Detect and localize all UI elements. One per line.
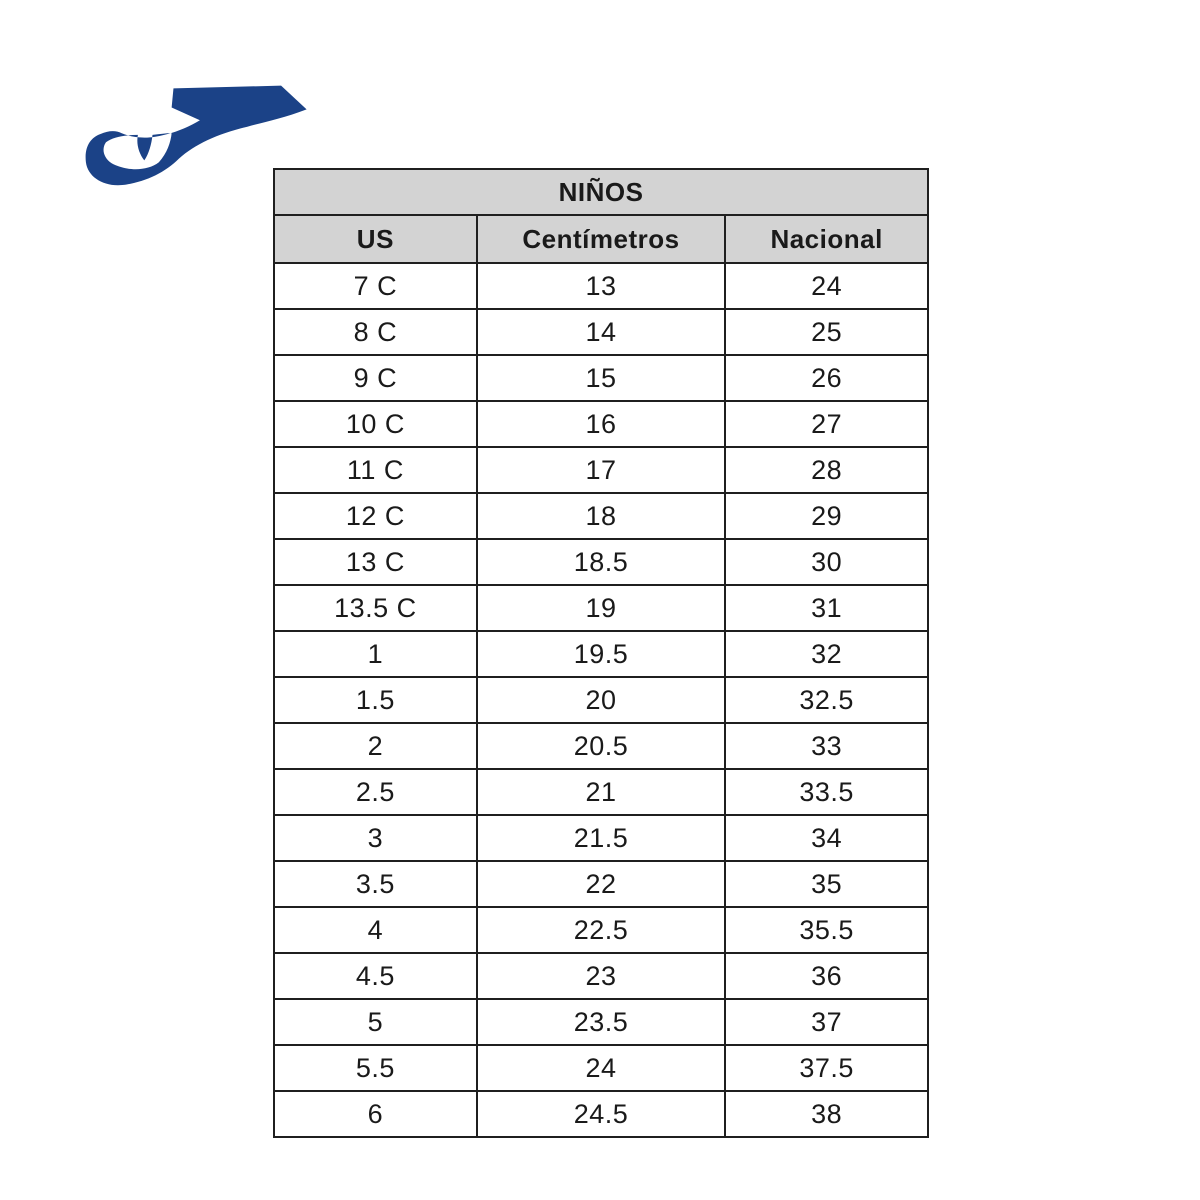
table-cell: 27 <box>725 401 928 447</box>
table-row <box>274 723 928 769</box>
table-cell: 36 <box>725 953 928 999</box>
table-cell: 33 <box>725 723 928 769</box>
table-cell: 8 C <box>274 309 477 355</box>
table-row <box>274 539 928 585</box>
table-cell: 9 C <box>274 355 477 401</box>
table-cell: 20.5 <box>477 723 726 769</box>
table-cell: 26 <box>725 355 928 401</box>
table-cell: 13 <box>477 263 726 309</box>
table-cell: 1 <box>274 631 477 677</box>
table-row <box>274 815 928 861</box>
table-cell: 5.5 <box>274 1045 477 1091</box>
size-chart <box>273 168 929 1138</box>
table-cell: 17 <box>477 447 726 493</box>
table-cell: 23.5 <box>477 999 726 1045</box>
table-cell: 19.5 <box>477 631 726 677</box>
table-cell: 37 <box>725 999 928 1045</box>
table-cell: 18 <box>477 493 726 539</box>
table-cell: 35.5 <box>725 907 928 953</box>
size-table-body <box>274 263 928 1137</box>
table-cell: 28 <box>725 447 928 493</box>
table-row <box>274 999 928 1045</box>
table-cell: 10 C <box>274 401 477 447</box>
table-cell: 22 <box>477 861 726 907</box>
table-cell: 31 <box>725 585 928 631</box>
table-row <box>274 355 928 401</box>
table-cell: 24.5 <box>477 1091 726 1137</box>
table-cell: 18.5 <box>477 539 726 585</box>
table-row <box>274 493 928 539</box>
table-cell: 37.5 <box>725 1045 928 1091</box>
table-cell: 22.5 <box>477 907 726 953</box>
table-row <box>274 631 928 677</box>
table-cell: 6 <box>274 1091 477 1137</box>
table-row <box>274 309 928 355</box>
table-cell: 34 <box>725 815 928 861</box>
table-row <box>274 263 928 309</box>
table-cell: 21 <box>477 769 726 815</box>
table-cell: 21.5 <box>477 815 726 861</box>
table-cell: 19 <box>477 585 726 631</box>
table-row <box>274 907 928 953</box>
table-cell: 25 <box>725 309 928 355</box>
table-cell: 24 <box>725 263 928 309</box>
table-cell: 33.5 <box>725 769 928 815</box>
table-cell: 24 <box>477 1045 726 1091</box>
table-cell: 13.5 C <box>274 585 477 631</box>
table-title-row <box>274 169 928 215</box>
column-header-centimetros: Centímetros <box>477 215 726 263</box>
table-cell: 29 <box>725 493 928 539</box>
table-row <box>274 677 928 723</box>
table-cell: 5 <box>274 999 477 1045</box>
size-table <box>273 168 929 1138</box>
table-cell: 15 <box>477 355 726 401</box>
table-cell: 7 C <box>274 263 477 309</box>
table-cell: 16 <box>477 401 726 447</box>
table-row <box>274 585 928 631</box>
table-cell: 2.5 <box>274 769 477 815</box>
table-cell: 13 C <box>274 539 477 585</box>
table-cell: 14 <box>477 309 726 355</box>
table-row <box>274 447 928 493</box>
table-cell: 20 <box>477 677 726 723</box>
table-cell: 32 <box>725 631 928 677</box>
table-cell: 32.5 <box>725 677 928 723</box>
column-header-us: US <box>274 215 477 263</box>
table-header-row <box>274 215 928 263</box>
table-row <box>274 1091 928 1137</box>
table-row <box>274 401 928 447</box>
table-cell: 35 <box>725 861 928 907</box>
table-cell: 4.5 <box>274 953 477 999</box>
table-cell: 23 <box>477 953 726 999</box>
column-header-nacional: Nacional <box>725 215 928 263</box>
table-cell: 3 <box>274 815 477 861</box>
table-row <box>274 769 928 815</box>
table-row <box>274 1045 928 1091</box>
table-cell: 12 C <box>274 493 477 539</box>
table-cell: 1.5 <box>274 677 477 723</box>
table-cell: 11 C <box>274 447 477 493</box>
table-title: NIÑOS <box>274 169 928 215</box>
table-cell: 38 <box>725 1091 928 1137</box>
table-row <box>274 953 928 999</box>
table-cell: 4 <box>274 907 477 953</box>
table-row <box>274 861 928 907</box>
table-cell: 30 <box>725 539 928 585</box>
table-cell: 2 <box>274 723 477 769</box>
table-cell: 3.5 <box>274 861 477 907</box>
